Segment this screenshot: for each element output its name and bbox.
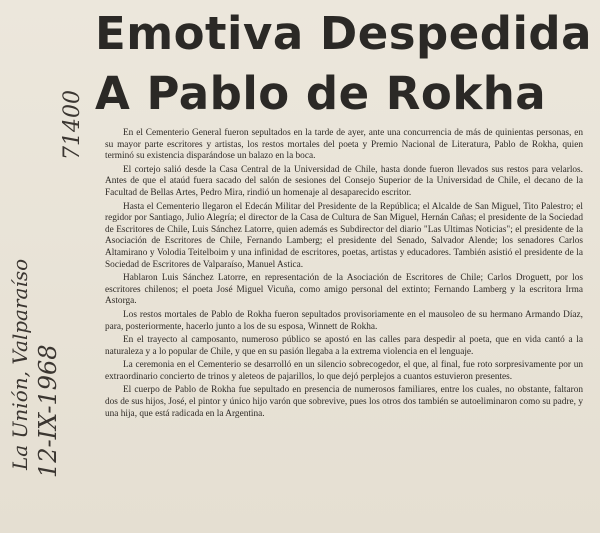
paragraph: El cortejo salió desde la Casa Central de la Universidad de Chile, hasta donde fueron llevados sus restos para velarlos. Antes de que el ataúd fuera sacado del salón de sesiones del Consejo Superior de la Universidad de Chile, el decano de la Facultad de Bellas Artes, Pedro Mira, rindió un homenaje al desaparecido escritor. — [105, 164, 583, 198]
handwritten-annotations — [0, 0, 90, 533]
handwritten-date: 12-IX-1968 — [34, 344, 62, 478]
handwritten-newspaper-name: La Unión, Valparaíso — [8, 258, 32, 470]
paragraph: El cuerpo de Pablo de Rokha fue sepultado en presencia de numerosos familiares, entre los cuales, no obstante, faltaron dos de sus hijos, José, el pintor y único hijo varón que sobrevive, pues los otros dos también se autoeliminaron como su padre, y una hija, que está radicada en la Argentina. — [105, 385, 583, 419]
handwritten-number: 71400 — [60, 90, 85, 160]
paragraph: En el trayecto al camposanto, numeroso público se apostó en las calles para despedir al poeta, que en vida cantó a la naturaleza y a lo popular de Chile, y que en su pasión llegaba a la extrema violencia en el lenguaje. — [105, 335, 583, 357]
headline-line-1: Emotiva Despedida — [95, 7, 592, 60]
article-headline — [95, 6, 595, 122]
paragraph: La ceremonia en el Cementerio se desarrolló en un silencio sobrecogedor, el que, al final, fue roto sorpresivamente por un extraordinario concierto de trinos y aleteos de pajarillos, lo que dejó perplejos a cuantos estuvieron presentes. — [105, 360, 583, 382]
paragraph: Los restos mortales de Pablo de Rokha fueron sepultados provisoriamente en el mausoleo de su hermano Armando Díaz, para, posteriormente, hacerlo junto a los de su esposa, Winnett de Rokha. — [105, 309, 583, 332]
paragraph: Hablaron Luis Sánchez Latorre, en representación de la Asociación de Escritores de Chile; Carlos Droguett, por los escritores chilenos; el poeta José Miguel Vicuña, como amigo personal del extinto; Fernando Lamberg y la escritora Irma Astorga. — [105, 273, 583, 307]
paragraph: En el Cementerio General fueron sepultados en la tarde de ayer, ante una concurrencia de más de quinientas personas, en su mayor parte escritores y artistas, los restos mortales del poeta y Premio Nacional de Literatura, Pablo de Rokha, quien terminó su existencia disparándose un balazo en la boca. — [105, 128, 583, 162]
headline-line-2: A Pablo de Rokha — [95, 67, 547, 120]
article-body — [105, 128, 583, 422]
paragraph: Hasta el Cementerio llegaron el Edecán Militar del Presidente de la República; el Alcalde de San Miguel, Tito Palestro; el regidor por Santiago, Julio Alegría; el director de la Casa de Cultura de San Miguel, Hernán Cañas; el presidente de la Sociedad de Escritores de Chile, Luis Sánchez Latorre, quien además es Subdirector del diario "Las Ultimas Noticias"; el presidente de la Asociación de Escritores de Chile, Fernando Lamberg; el presidente del Senado, Salvador Alende; los senadores Carlos Altamirano y Volodia Teitelboim y una infinidad de escritores, poetas, artistas y educadores. También asistió el presidente de la Sociedad de Escritores de Valparaíso, Manuel Astica. — [105, 201, 583, 270]
